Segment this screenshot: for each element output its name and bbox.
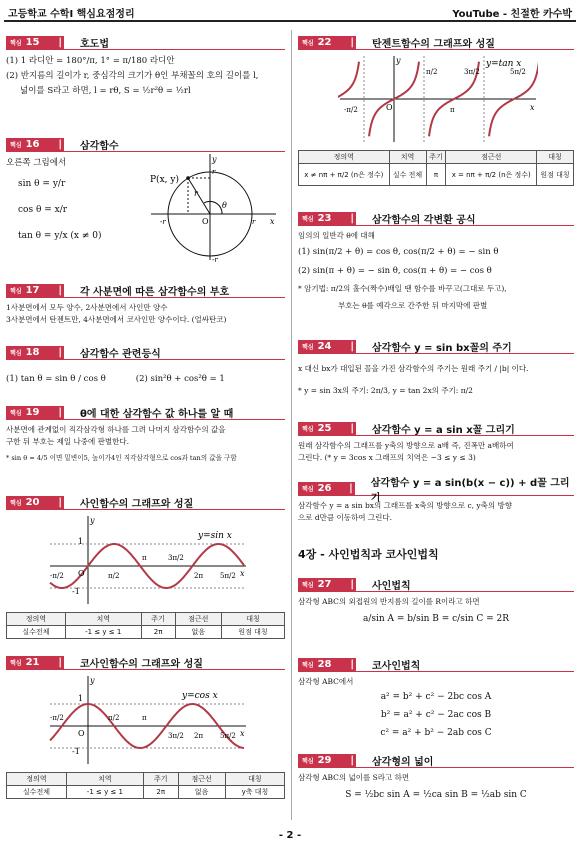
page-header [4, 4, 576, 22]
section-17 [6, 284, 285, 326]
tick-label: π [142, 554, 147, 562]
tick-label: 5π/2 [510, 68, 526, 76]
tangent-graph [338, 54, 538, 144]
section-badge: 핵심 25 | [298, 422, 356, 436]
axis-y-label: y [212, 155, 217, 164]
formula: (2) sin²θ + cos²θ = 1 [135, 374, 225, 384]
header-right: YouTube - 친절한 카수박 [452, 8, 572, 20]
section-title: 삼각함수 y = a sin(b(x − c)) + d꼴 그리기 [370, 477, 570, 504]
axis-y-label: y [90, 516, 95, 525]
formula: b² = a² + c² − 2ac cos B [380, 710, 492, 720]
curve-label: y=cos x [182, 691, 218, 701]
section-title: 코사인법칙 [372, 661, 421, 672]
tick-label: 5π/2 [220, 572, 236, 580]
formula: S = ½bc sin A = ½ca sin B = ½ab sin C [345, 790, 527, 800]
text-line: (1) 1 라디안 = 180°/π, 1° = π/180 라디안 [6, 56, 175, 66]
tick-label: 3π/2 [168, 732, 184, 740]
section-16 [6, 138, 285, 264]
section-badge: 핵심 28 | [298, 658, 356, 672]
text-line: (2) 반지름의 길이가 r, 중심각의 크기가 θ인 부채꼴의 호의 길이를 l, [6, 71, 259, 81]
tick-label: π/2 [108, 714, 120, 722]
section-badge: 핵심 15 | [6, 36, 64, 50]
header-left: 고등학교 수학Ⅰ 핵심요점정리 [8, 8, 135, 20]
tangent-properties-table: 정의역 치역 주기 점근선 대칭 x ≠ nπ + π/2 (n은 정수) 실수 전체 π x = nπ + π/2 (n은 정수) 원점 대칭 [298, 150, 574, 186]
text-line: 삼각형 ABC에서 [298, 677, 354, 686]
axis-x-label: x [240, 729, 245, 738]
section-title: 코사인함수의 그래프와 성질 [80, 659, 203, 670]
origin-label: O [78, 569, 85, 578]
section-title: 탄젠트함수의 그래프와 성질 [372, 39, 495, 50]
section-21 [6, 656, 285, 799]
chapter-title: 4장 - 사인법칙과 코사인법칙 [298, 548, 439, 561]
text-line: 넓이를 S라고 하면, l = rθ, S = ½r²θ = ½rl [20, 86, 191, 96]
tick-label: π [450, 106, 455, 114]
section-badge: 핵심 24 | [298, 340, 356, 354]
point-label: P(x, y) [150, 175, 179, 185]
section-title: 삼각함수의 각변환 공식 [372, 215, 476, 226]
text-line: * 암기법: π/2의 홀수(짝수)배일 땐 함수를 바꾸고(그대로 두고), [298, 284, 507, 293]
section-title: 삼각함수 [80, 141, 119, 152]
section-22 [298, 36, 574, 186]
section-badge: 핵심 21 | [6, 656, 64, 670]
page-number: - 2 - [278, 830, 302, 841]
tick-label: 5π/2 [220, 732, 236, 740]
section-18 [6, 346, 285, 387]
text-line: 삼각형 ABC의 외접원의 반지름의 길이를 R이라고 하면 [298, 597, 480, 606]
tick-label: 2π [194, 572, 204, 580]
formula: (1) tan θ = sin θ / cos θ [6, 374, 106, 384]
text-line: 삼각형 ABC의 넓이를 S라고 하면 [298, 773, 410, 782]
section-title: 삼각함수 관련등식 [80, 349, 161, 360]
section-26 [298, 477, 574, 524]
section-title: 사인법칙 [372, 581, 411, 592]
text-line: 원래 삼각함수의 그래프를 y축의 방향으로 a배 즉, 진폭만 a배하여 [298, 441, 514, 450]
section-title: 삼각함수 y = a sin x꼴 그리기 [372, 425, 515, 436]
section-24 [298, 340, 574, 402]
tick-label: -r [160, 218, 166, 226]
radius-label: r [194, 189, 198, 198]
axis-x-label: x [270, 217, 275, 226]
section-19 [6, 406, 285, 464]
cosine-graph [48, 674, 248, 766]
tick-label: r [252, 218, 256, 226]
tick-label: π/2 [426, 68, 438, 76]
section-29 [298, 754, 574, 806]
section-badge: 핵심 22 | [298, 36, 356, 50]
axis-x-label: x [240, 569, 245, 578]
tick-label: 3π/2 [168, 554, 184, 562]
section-badge: 핵심 29 | [298, 754, 356, 768]
tick-label: r [212, 168, 216, 176]
formula: (2) sin(π + θ) = − sin θ, cos(π + θ) = − cos θ [298, 266, 492, 276]
text-line: * sin θ = 4/5 이면 밑변이5, 높이가4인 직각삼각형으로 cos과 tan의 값을 구함 [6, 454, 237, 462]
tick-label: -π/2 [50, 572, 64, 580]
tick-label: π/2 [108, 572, 120, 580]
text-line: * y = sin 3x의 주기: 2π/3, y = tan 2x의 주기: π/2 [298, 386, 473, 395]
section-title: 삼각함수 y = sin bx꼴의 주기 [372, 343, 512, 354]
text-line: 부호는 θ를 예각으로 간주한 뒤 마지막에 판별 [338, 301, 488, 310]
section-title: 사인함수의 그래프와 성질 [80, 499, 194, 510]
formula: a/sin A = b/sin B = c/sin C = 2R [362, 614, 510, 624]
text-line: 삼각함수 y = a sin bx의 그래프를 x축의 방향으로 c, y축의 방향 [298, 501, 513, 510]
section-badge: 핵심 16 | [6, 138, 64, 152]
section-badge: 핵심 20 | [6, 496, 64, 510]
formula: (1) sin(π/2 + θ) = cos θ, cos(π/2 + θ) = − sin θ [298, 247, 499, 257]
column-divider [291, 30, 292, 820]
text-line: 구한 뒤 부호는 제일 나중에 판별한다. [6, 437, 129, 446]
section-title: θ에 대한 삼각함수 값 하나를 알 때 [80, 409, 234, 420]
tick-label: 3π/2 [464, 68, 480, 76]
section-15 [6, 36, 285, 99]
section-badge: 핵심 23 | [298, 212, 356, 226]
tick-label: -π/2 [344, 106, 358, 114]
formula: c² = a² + b² − 2ab cos C [380, 728, 492, 738]
unit-circle-figure [146, 152, 281, 264]
section-badge: 핵심 26 | [298, 482, 355, 496]
tick-label: -1 [72, 747, 80, 756]
sine-graph [48, 514, 248, 606]
curve-label: y=sin x [198, 531, 232, 541]
text-line: 그린다. (* y = 3cos x 그래프의 치역은 −3 ≤ y ≤ 3) [298, 453, 476, 462]
section-badge: 핵심 19 | [6, 406, 64, 420]
cosine-properties-table: 정의역 치역 주기 점근선 대칭 실수전체 -1 ≤ y ≤ 1 2π 없음 y축 대칭 [6, 772, 285, 799]
origin-label: O [78, 729, 85, 738]
text-line: 1사분면에서 모두 양수, 2사분면에서 사인만 양수 [6, 303, 168, 312]
text-line: 임의의 일반각 θ에 대해 [298, 231, 375, 240]
text-line: 사분면에 관계없이 직각삼각형 하나를 그려 나머지 삼각함수의 값을 [6, 425, 226, 434]
axis-y-label: y [90, 676, 95, 685]
text-line: 으로 d만큼 이동하여 그린다. [298, 513, 393, 522]
section-badge: 핵심 27 | [298, 578, 356, 592]
text-line: 3사분면에서 탄젠트만, 4사분면에서 코사인만 양수이다. (얼싸탄코) [6, 315, 227, 324]
section-20 [6, 496, 285, 639]
section-title: 각 사분면에 따른 삼각함수의 부호 [80, 287, 230, 298]
formula: cos θ = x/r [18, 205, 68, 215]
tick-label: 2π [194, 732, 204, 740]
formula: tan θ = y/x (x ≠ 0) [18, 231, 102, 241]
section-27 [298, 578, 574, 630]
section-28 [298, 658, 574, 742]
curve-label: y=tan x [486, 59, 522, 69]
formula: a² = b² + c² − 2bc cos A [380, 692, 492, 702]
section-title: 삼각형의 넓이 [372, 757, 434, 768]
tick-label: 1 [78, 694, 84, 703]
tick-label: -r [212, 256, 218, 264]
origin-label: O [202, 217, 209, 226]
section-title: 호도법 [80, 39, 109, 50]
origin-label: O [386, 103, 393, 112]
tick-label: -π/2 [50, 714, 64, 722]
tick-label: -1 [72, 587, 80, 596]
tick-label: 1 [78, 537, 84, 546]
section-badge: 핵심 18 | [6, 346, 64, 360]
axis-x-label: x [530, 103, 535, 112]
sine-properties-table: 정의역 치역 주기 점근선 대칭 실수전체 -1 ≤ y ≤ 1 2π 없음 원점 대칭 [6, 612, 285, 639]
section-23 [298, 212, 574, 314]
axis-y-label: y [396, 56, 401, 65]
angle-label: θ [222, 201, 227, 210]
text-line: 오른쪽 그림에서 [6, 158, 67, 168]
tick-label: π [142, 714, 147, 722]
section-25 [298, 422, 574, 464]
formula: sin θ = y/r [18, 179, 66, 189]
section-badge: 핵심 17 | [6, 284, 64, 298]
text-line: x 대신 bx가 대입된 꼴을 가진 삼각함수의 주기는 원래 주기 / |b| 이다. [298, 364, 529, 373]
